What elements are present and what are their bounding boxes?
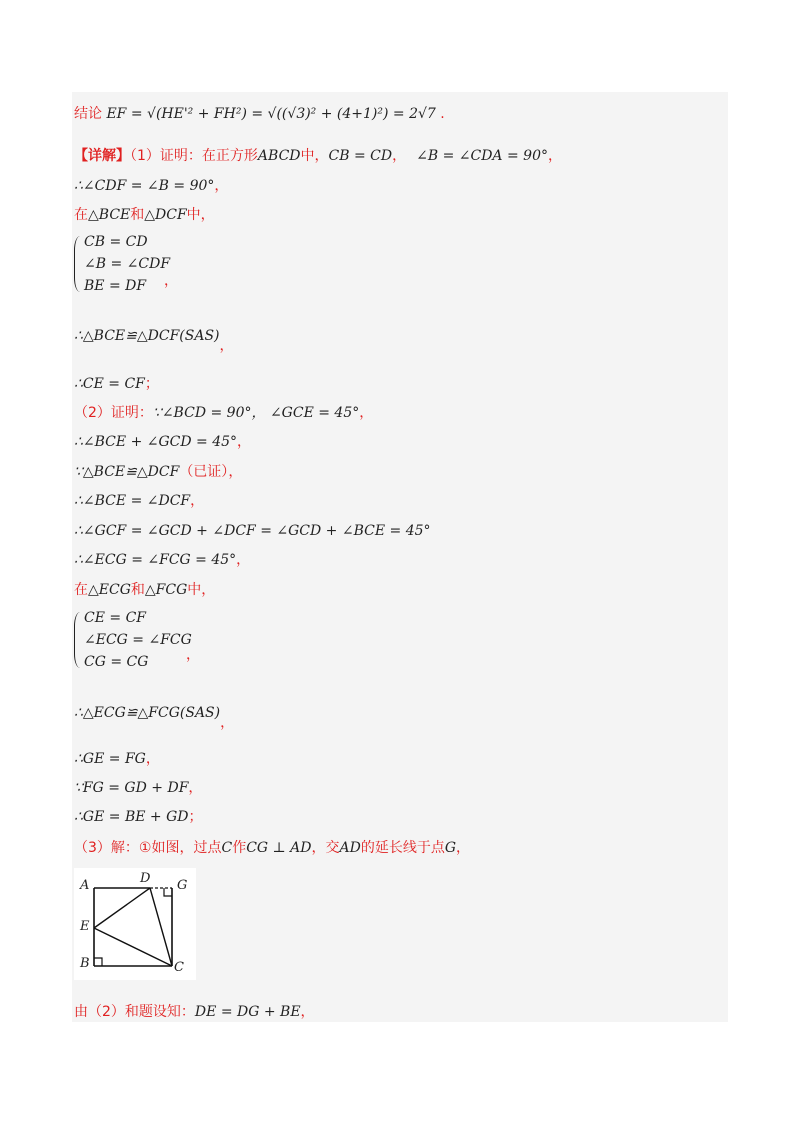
- conclusion-label: 结论: [74, 106, 102, 122]
- label-E: E: [80, 919, 90, 934]
- step-proved: ∵△BCE≌△DCF（已证），: [74, 464, 243, 480]
- triangle-compare-1: 在△BCE和△DCF中，: [74, 207, 215, 223]
- label-A: A: [80, 878, 90, 893]
- congruence-2: ∴△ECG≌△FCG(SAS)，: [74, 705, 235, 731]
- label-D: D: [140, 871, 151, 886]
- step-fg-sum: ∵FG = GD + DF，: [74, 780, 203, 796]
- part2-heading: （2）证明：∵∠BCD = 90°， ∠GCE = 45°，: [74, 405, 374, 421]
- part3-heading: （3）解：①如图，过点C作CG ⊥ AD，交AD的延长线于点G，: [74, 840, 471, 856]
- label-G: G: [177, 878, 188, 893]
- congruence-1: ∴△BCE≌△DCF(SAS)，: [74, 328, 234, 354]
- part1-heading: 【详解】（1）证明：在正方形ABCD中，CB = CD， ∠B = ∠CDA = 90°，: [74, 148, 562, 164]
- brace: [74, 236, 81, 292]
- brace: [74, 612, 81, 668]
- triangle-compare-2: 在△ECG和△FCG中，: [74, 582, 216, 598]
- step-ge-fg: ∴GE = FG，: [74, 751, 160, 767]
- step-sum45: ∴∠BCE + ∠GCD = 45°，: [74, 434, 252, 450]
- label-B: B: [80, 956, 90, 971]
- final-line: 由（2）和题设知：DE = DG + BE，: [74, 1004, 315, 1020]
- geometry-figure: [74, 868, 196, 980]
- detail-tag: 【详解】: [74, 148, 130, 164]
- step-ge-sum: ∴GE = BE + GD；: [74, 809, 203, 825]
- conclusion-line: 结论 EF = √(HE'² + FH²) = √((√3)² + (4+1)²) = 2√7 .: [74, 106, 445, 122]
- conclusion-formula: EF = √(HE'² + FH²) = √((√3)² + (4+1)²) = 2√7: [106, 106, 436, 122]
- step-bce-dcf: ∴∠BCE = ∠DCF，: [74, 493, 205, 509]
- step-ecg: ∴∠ECG = ∠FCG = 45°，: [74, 552, 251, 568]
- step-ce-cf: ∴CE = CF；: [74, 376, 159, 392]
- step-cdf: ∴∠CDF = ∠B = 90°，: [74, 178, 229, 194]
- label-C: C: [174, 960, 184, 975]
- step-gcf: ∴∠GCF = ∠GCD + ∠DCF = ∠GCD + ∠BCE = 45°: [74, 523, 431, 539]
